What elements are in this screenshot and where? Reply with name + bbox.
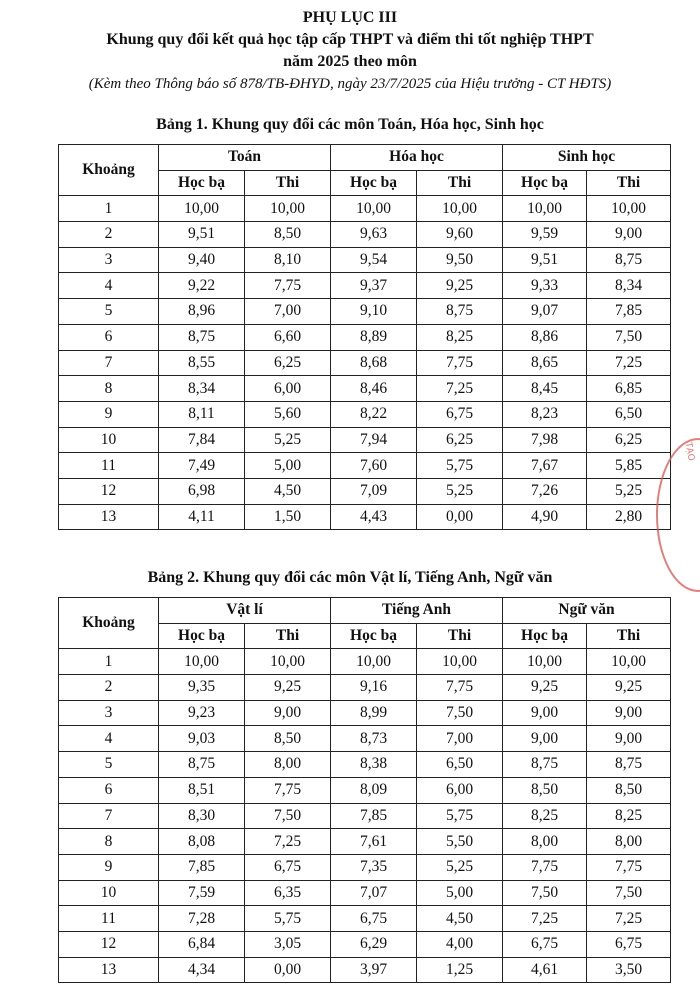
score-cell: 9,25 [245,675,331,701]
score-cell: 6,50 [587,401,671,427]
score-cell: 5,75 [417,803,503,829]
score-cell: 7,25 [503,906,587,932]
score-cell: 4,34 [159,957,245,983]
score-cell: 7,50 [587,324,671,350]
score-cell: 9,50 [417,247,503,273]
subject-header: Tiếng Anh [331,598,503,624]
subject-header: Sinh học [503,145,671,171]
score-cell: 5,25 [417,854,503,880]
subject-header: Hóa học [331,145,503,171]
score-cell: 6,25 [245,350,331,376]
score-cell: 8,45 [503,376,587,402]
khoang-cell: 2 [59,675,159,701]
table-row [59,222,671,248]
khoang-cell: 12 [59,931,159,957]
table-row [59,247,671,273]
stamp-text: TẠO [682,441,696,462]
table2-caption: Bảng 2. Khung quy đổi các môn Vật lí, Tiếng Anh, Ngữ văn [147,569,553,586]
score-cell: 8,75 [587,752,671,778]
table-row [59,854,671,880]
score-type-header: Học bạ [331,170,417,196]
score-cell: 5,75 [417,453,503,479]
khoang-cell: 3 [59,700,159,726]
score-cell: 9,63 [331,222,417,248]
score-cell: 6,75 [245,854,331,880]
khoang-header: Khoảng [59,145,159,196]
khoang-header: Khoảng [59,598,159,649]
score-cell: 7,25 [245,829,331,855]
score-cell: 9,10 [331,299,417,325]
score-cell: 7,75 [587,854,671,880]
score-cell: 5,25 [417,478,503,504]
score-cell: 8,22 [331,401,417,427]
score-cell: 6,75 [587,931,671,957]
score-cell: 7,94 [331,427,417,453]
score-cell: 8,25 [417,324,503,350]
table-row [59,880,671,906]
score-cell: 6,98 [159,478,245,504]
score-cell: 9,37 [331,273,417,299]
score-cell: 6,85 [587,376,671,402]
score-cell: 8,34 [159,376,245,402]
khoang-cell: 7 [59,350,159,376]
score-cell: 9,60 [417,222,503,248]
score-cell: 5,75 [245,906,331,932]
score-cell: 8,25 [587,803,671,829]
table-row [59,803,671,829]
score-cell: 10,00 [245,196,331,222]
score-cell: 8,96 [159,299,245,325]
table-row [59,350,671,376]
khoang-cell: 10 [59,427,159,453]
score-cell: 8,75 [587,247,671,273]
score-cell: 8,68 [331,350,417,376]
score-cell: 6,75 [503,931,587,957]
score-cell: 4,43 [331,504,417,530]
score-cell: 10,00 [159,196,245,222]
score-cell: 7,09 [331,478,417,504]
khoang-cell: 2 [59,222,159,248]
score-cell: 8,08 [159,829,245,855]
score-cell: 9,35 [159,675,245,701]
table1-caption: Bảng 1. Khung quy đổi các môn Toán, Hóa học, Sinh học [156,116,544,133]
score-cell: 7,84 [159,427,245,453]
score-cell: 8,50 [245,726,331,752]
score-type-header: Thi [587,623,671,649]
score-cell: 4,90 [503,504,587,530]
score-cell: 10,00 [587,196,671,222]
conversion-table-2 [58,597,671,983]
score-cell: 7,25 [587,350,671,376]
score-cell: 4,50 [417,906,503,932]
score-cell: 8,75 [417,299,503,325]
score-cell: 9,40 [159,247,245,273]
score-cell: 6,75 [417,401,503,427]
score-cell: 8,73 [331,726,417,752]
score-cell: 8,51 [159,777,245,803]
table-row [59,752,671,778]
score-cell: 8,75 [159,752,245,778]
khoang-cell: 8 [59,829,159,855]
score-cell: 7,00 [245,299,331,325]
score-cell: 8,23 [503,401,587,427]
score-cell: 4,11 [159,504,245,530]
score-cell: 10,00 [503,196,587,222]
score-cell: 7,59 [159,880,245,906]
score-type-header: Thi [417,623,503,649]
score-cell: 9,25 [417,273,503,299]
score-cell: 9,00 [503,726,587,752]
subject-header: Ngữ văn [503,598,671,624]
score-cell: 9,00 [587,726,671,752]
score-cell: 10,00 [245,649,331,675]
score-cell: 10,00 [587,649,671,675]
score-cell: 6,35 [245,880,331,906]
score-cell: 5,00 [417,880,503,906]
score-cell: 1,25 [417,957,503,983]
score-cell: 8,75 [503,752,587,778]
table-row [59,906,671,932]
score-cell: 0,00 [245,957,331,983]
score-cell: 7,49 [159,453,245,479]
table-row [59,726,671,752]
table-header-row [59,598,671,624]
score-cell: 7,61 [331,829,417,855]
score-cell: 5,85 [587,453,671,479]
score-cell: 8,50 [587,777,671,803]
score-cell: 7,00 [417,726,503,752]
score-cell: 8,00 [587,829,671,855]
score-cell: 7,07 [331,880,417,906]
score-cell: 6,29 [331,931,417,957]
score-cell: 6,00 [245,376,331,402]
score-cell: 9,23 [159,700,245,726]
score-type-header: Học bạ [159,170,245,196]
score-cell: 8,86 [503,324,587,350]
khoang-cell: 5 [59,299,159,325]
score-cell: 8,34 [587,273,671,299]
score-cell: 9,00 [587,700,671,726]
score-cell: 8,00 [245,752,331,778]
table-row [59,453,671,479]
score-cell: 8,00 [503,829,587,855]
score-cell: 6,84 [159,931,245,957]
khoang-cell: 4 [59,726,159,752]
score-type-header: Học bạ [503,623,587,649]
khoang-cell: 13 [59,957,159,983]
score-cell: 9,00 [245,700,331,726]
score-cell: 9,54 [331,247,417,273]
table-row [59,478,671,504]
score-cell: 4,61 [503,957,587,983]
score-cell: 7,85 [331,803,417,829]
table-row [59,427,671,453]
score-cell: 9,51 [159,222,245,248]
table-row [59,957,671,983]
subject-header: Vật lí [159,598,331,624]
score-type-header: Thi [245,170,331,196]
score-cell: 6,50 [417,752,503,778]
table-row [59,649,671,675]
score-cell: 8,30 [159,803,245,829]
table-row [59,196,671,222]
score-cell: 9,00 [587,222,671,248]
score-cell: 7,60 [331,453,417,479]
score-cell: 7,50 [587,880,671,906]
score-cell: 8,50 [245,222,331,248]
khoang-cell: 12 [59,478,159,504]
score-cell: 7,50 [417,700,503,726]
table-row [59,829,671,855]
score-cell: 8,10 [245,247,331,273]
score-cell: 7,75 [245,273,331,299]
score-cell: 10,00 [417,196,503,222]
score-cell: 9,22 [159,273,245,299]
score-cell: 7,25 [587,906,671,932]
score-cell: 10,00 [331,196,417,222]
khoang-cell: 1 [59,196,159,222]
appendix-title: PHỤ LỤC III [302,9,398,26]
score-cell: 7,75 [417,350,503,376]
score-cell: 2,80 [587,504,671,530]
khoang-cell: 9 [59,854,159,880]
score-cell: 9,00 [503,700,587,726]
score-cell: 10,00 [503,649,587,675]
table-row [59,273,671,299]
table-row [59,504,671,530]
score-cell: 6,25 [417,427,503,453]
document-note: (Kèm theo Thông báo số 878/TB-ĐHYD, ngày 23/7/2025 của Hiệu trưởng - CT HĐTS) [88,76,612,92]
score-cell: 8,11 [159,401,245,427]
score-cell: 8,50 [503,777,587,803]
score-cell: 5,50 [417,829,503,855]
score-cell: 9,16 [331,675,417,701]
khoang-cell: 5 [59,752,159,778]
table-row [59,700,671,726]
score-cell: 8,25 [503,803,587,829]
score-cell: 7,75 [417,675,503,701]
conversion-table-1 [58,144,671,530]
score-cell: 8,55 [159,350,245,376]
score-cell: 9,51 [503,247,587,273]
score-cell: 5,25 [587,478,671,504]
khoang-cell: 6 [59,324,159,350]
score-cell: 7,75 [503,854,587,880]
score-cell: 5,00 [245,453,331,479]
score-cell: 7,98 [503,427,587,453]
score-type-header: Thi [587,170,671,196]
score-cell: 1,50 [245,504,331,530]
score-cell: 8,99 [331,700,417,726]
score-cell: 5,25 [245,427,331,453]
khoang-cell: 10 [59,880,159,906]
score-cell: 0,00 [417,504,503,530]
document-title-line2: năm 2025 theo môn [283,53,417,70]
khoang-cell: 11 [59,453,159,479]
score-cell: 4,50 [245,478,331,504]
score-cell: 4,00 [417,931,503,957]
score-cell: 7,50 [245,803,331,829]
table-row [59,675,671,701]
score-cell: 9,07 [503,299,587,325]
score-type-header: Thi [417,170,503,196]
score-cell: 3,50 [587,957,671,983]
score-cell: 7,28 [159,906,245,932]
score-cell: 6,25 [587,427,671,453]
score-cell: 7,26 [503,478,587,504]
khoang-cell: 7 [59,803,159,829]
score-cell: 9,25 [587,675,671,701]
score-type-header: Học bạ [159,623,245,649]
score-cell: 3,97 [331,957,417,983]
table-header-row [59,145,671,171]
table-row [59,324,671,350]
khoang-cell: 4 [59,273,159,299]
table-row [59,931,671,957]
table-row [59,401,671,427]
score-cell: 8,38 [331,752,417,778]
table-row [59,777,671,803]
document-title-line1: Khung quy đổi kết quả học tập cấp THPT và điểm thi tốt nghiệp THPT [106,31,594,48]
khoang-cell: 3 [59,247,159,273]
score-cell: 9,03 [159,726,245,752]
score-cell: 10,00 [331,649,417,675]
score-cell: 6,60 [245,324,331,350]
score-cell: 8,46 [331,376,417,402]
khoang-cell: 6 [59,777,159,803]
score-cell: 8,65 [503,350,587,376]
score-type-header: Thi [245,623,331,649]
score-cell: 7,75 [245,777,331,803]
score-cell: 7,50 [503,880,587,906]
score-cell: 7,35 [331,854,417,880]
khoang-cell: 11 [59,906,159,932]
khoang-cell: 8 [59,376,159,402]
table-row [59,299,671,325]
score-cell: 6,00 [417,777,503,803]
score-cell: 8,75 [159,324,245,350]
khoang-cell: 13 [59,504,159,530]
khoang-cell: 1 [59,649,159,675]
table-row [59,376,671,402]
subject-header: Toán [159,145,331,171]
score-cell: 5,60 [245,401,331,427]
score-cell: 9,59 [503,222,587,248]
score-cell: 8,89 [331,324,417,350]
score-cell: 10,00 [417,649,503,675]
score-cell: 9,25 [503,675,587,701]
score-cell: 7,85 [159,854,245,880]
score-cell: 9,33 [503,273,587,299]
score-cell: 7,67 [503,453,587,479]
score-type-header: Học bạ [503,170,587,196]
score-cell: 7,85 [587,299,671,325]
score-cell: 8,09 [331,777,417,803]
score-cell: 10,00 [159,649,245,675]
score-type-header: Học bạ [331,623,417,649]
khoang-cell: 9 [59,401,159,427]
score-cell: 6,75 [331,906,417,932]
score-cell: 3,05 [245,931,331,957]
score-cell: 7,25 [417,376,503,402]
